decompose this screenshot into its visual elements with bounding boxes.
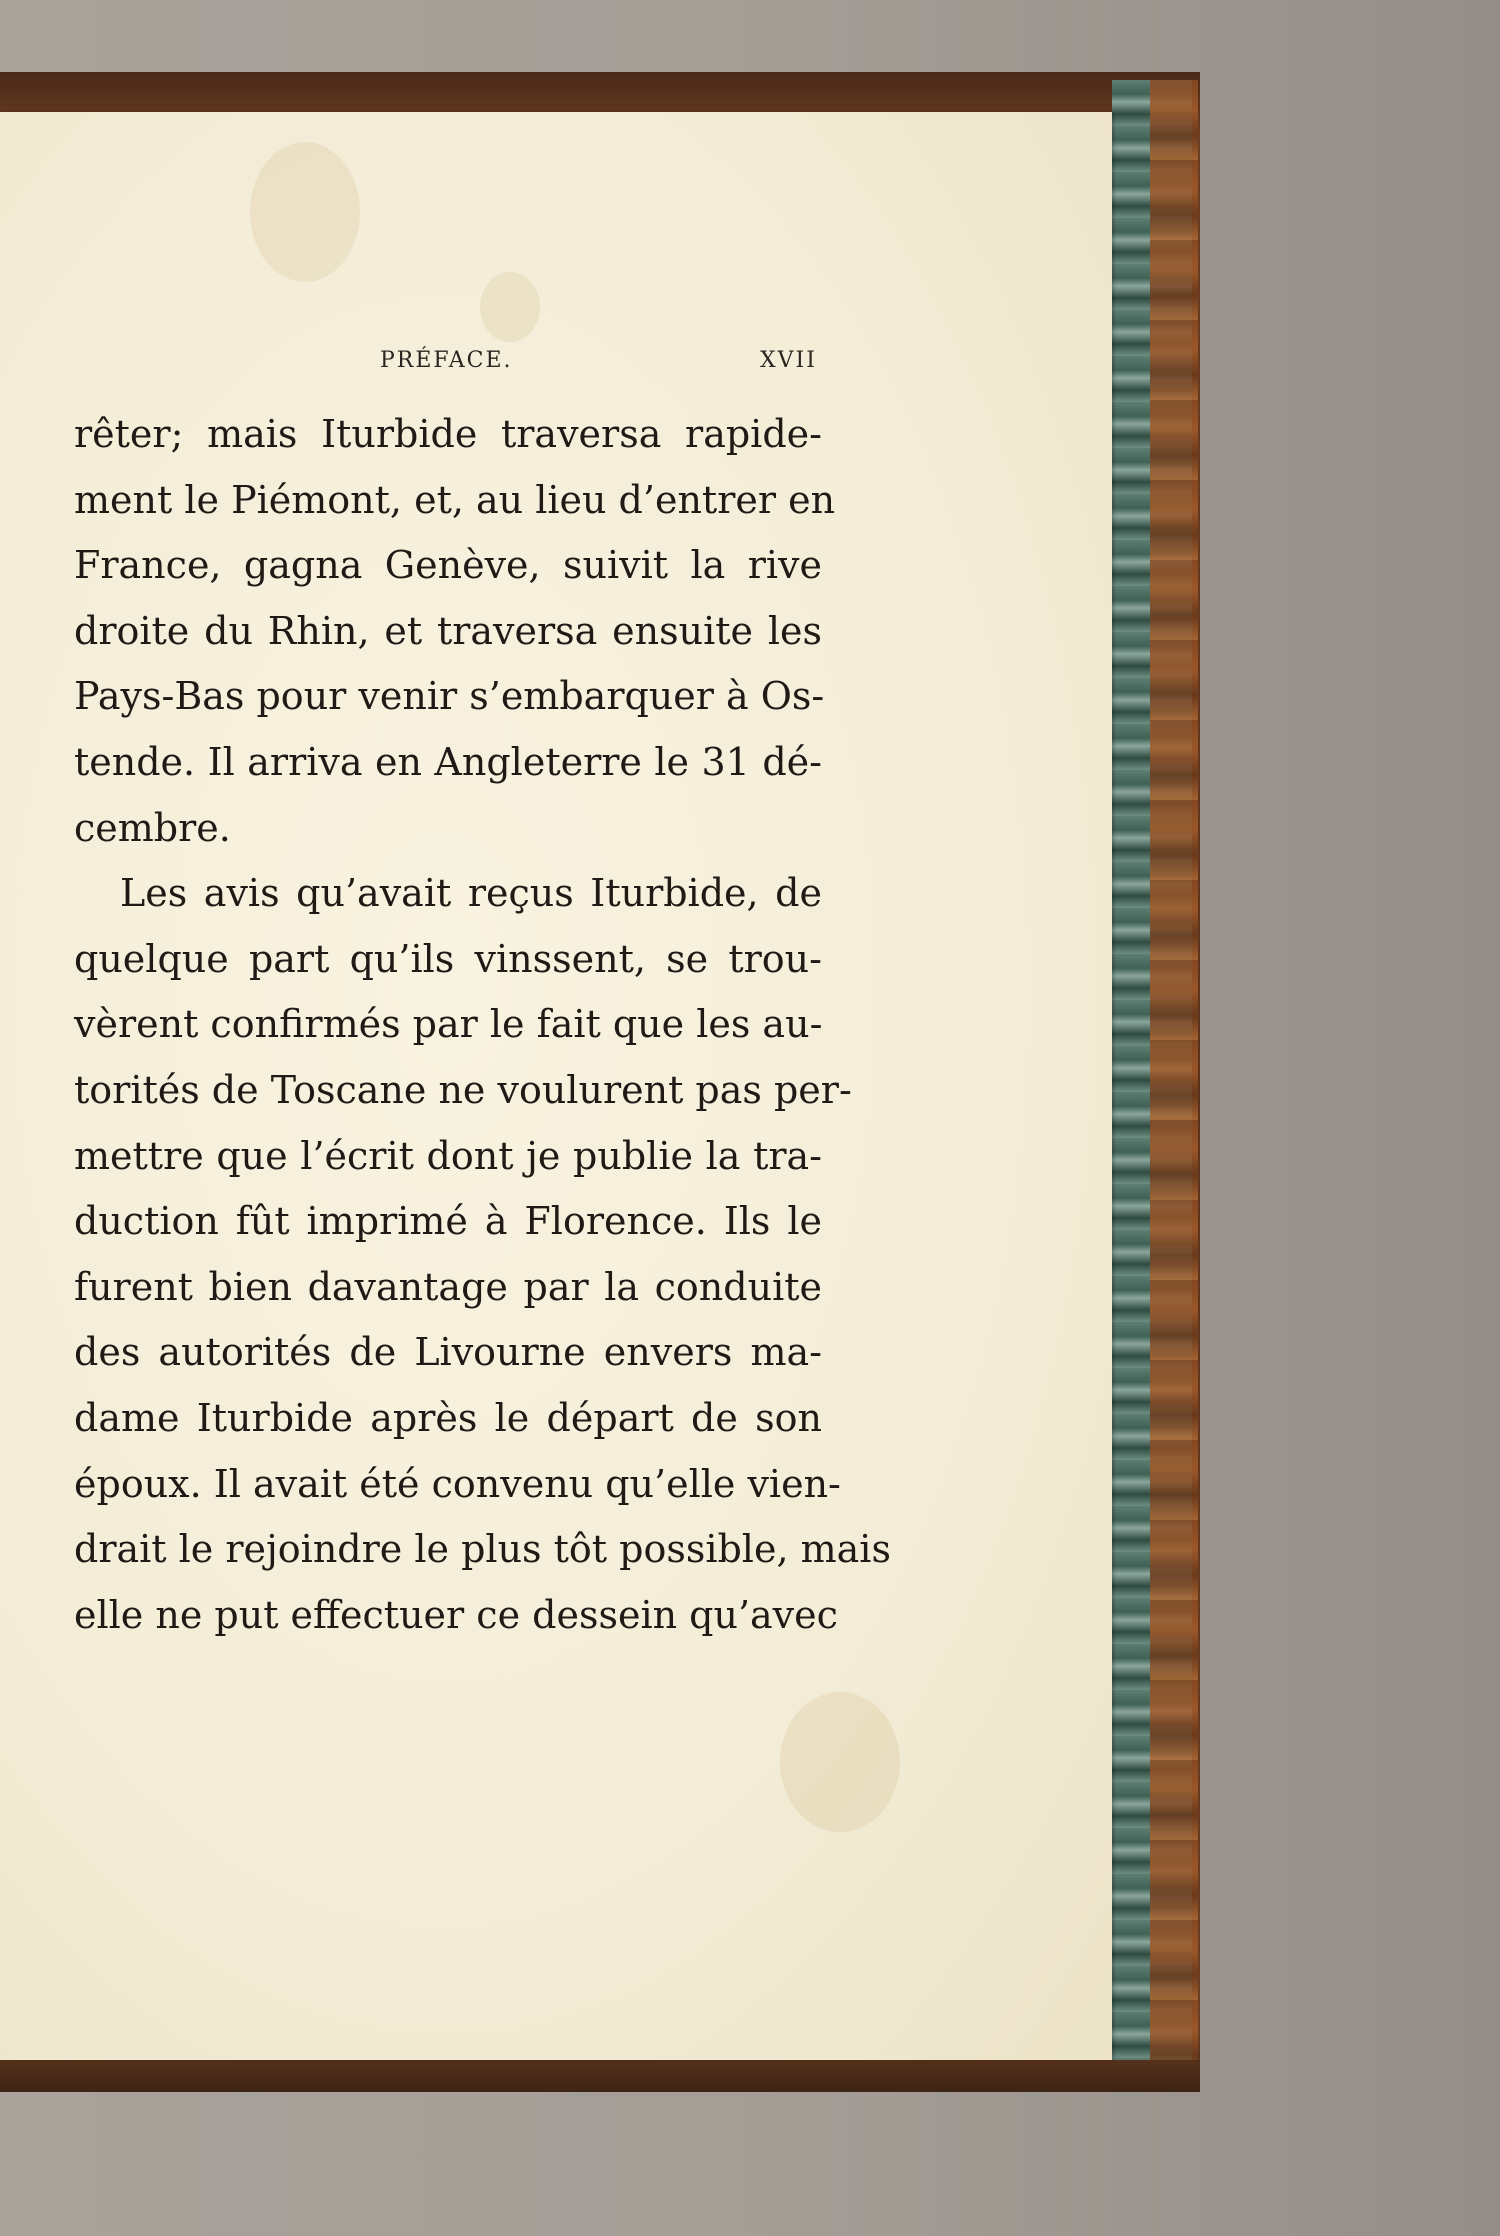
text-line: vèrent confirmés par le fait que les au- [74, 1002, 823, 1047]
text-line: France, gagna Genève, suivit la rive [74, 543, 822, 588]
text-line: époux. Il avait été convenu qu’elle vien- [74, 1461, 841, 1506]
text-line: elle ne put effectuer ce dessein qu’avec [74, 1592, 838, 1637]
text-line: rêter; mais Iturbide traversa rapide- [74, 412, 822, 456]
text-line: quelque part qu’ils vinssent, se trou- [74, 936, 822, 981]
text-line: cembre. [74, 805, 231, 850]
foxing-spot [250, 142, 360, 282]
running-title: PRÉFACE. [380, 348, 513, 373]
text-line: drait le rejoindre le plus tôt possible, mais [74, 1527, 891, 1572]
text-line: dame Iturbide après le départ de son [74, 1395, 822, 1440]
text-line: duction fût imprimé à Florence. Ils le [74, 1199, 822, 1244]
fore-edge-stain [1150, 80, 1198, 2060]
page-number: XVII [760, 348, 817, 373]
foxing-spot [480, 272, 540, 342]
text-line: des autorités de Livourne envers ma- [74, 1330, 822, 1375]
text-line: ment le Piémont, et, au lieu d’entrer en [74, 477, 836, 522]
text-line: mettre que l’écrit dont je publie la tra- [74, 1133, 822, 1178]
text-line: Pays-Bas pour venir s’embarquer à Os- [74, 674, 825, 719]
foxing-spot [780, 1692, 900, 1832]
text-line: droite du Rhin, et traversa ensuite les [74, 608, 822, 653]
body-text [74, 402, 891, 1648]
text-line: furent bien davantage par la conduite [74, 1264, 822, 1309]
text-line: torités de Toscane ne voulurent pas per- [74, 1067, 852, 1112]
text-line: Les avis qu’avait reçus Iturbide, de [120, 871, 822, 916]
text-line: tende. Il arriva en Angleterre le 31 dé- [74, 739, 822, 784]
